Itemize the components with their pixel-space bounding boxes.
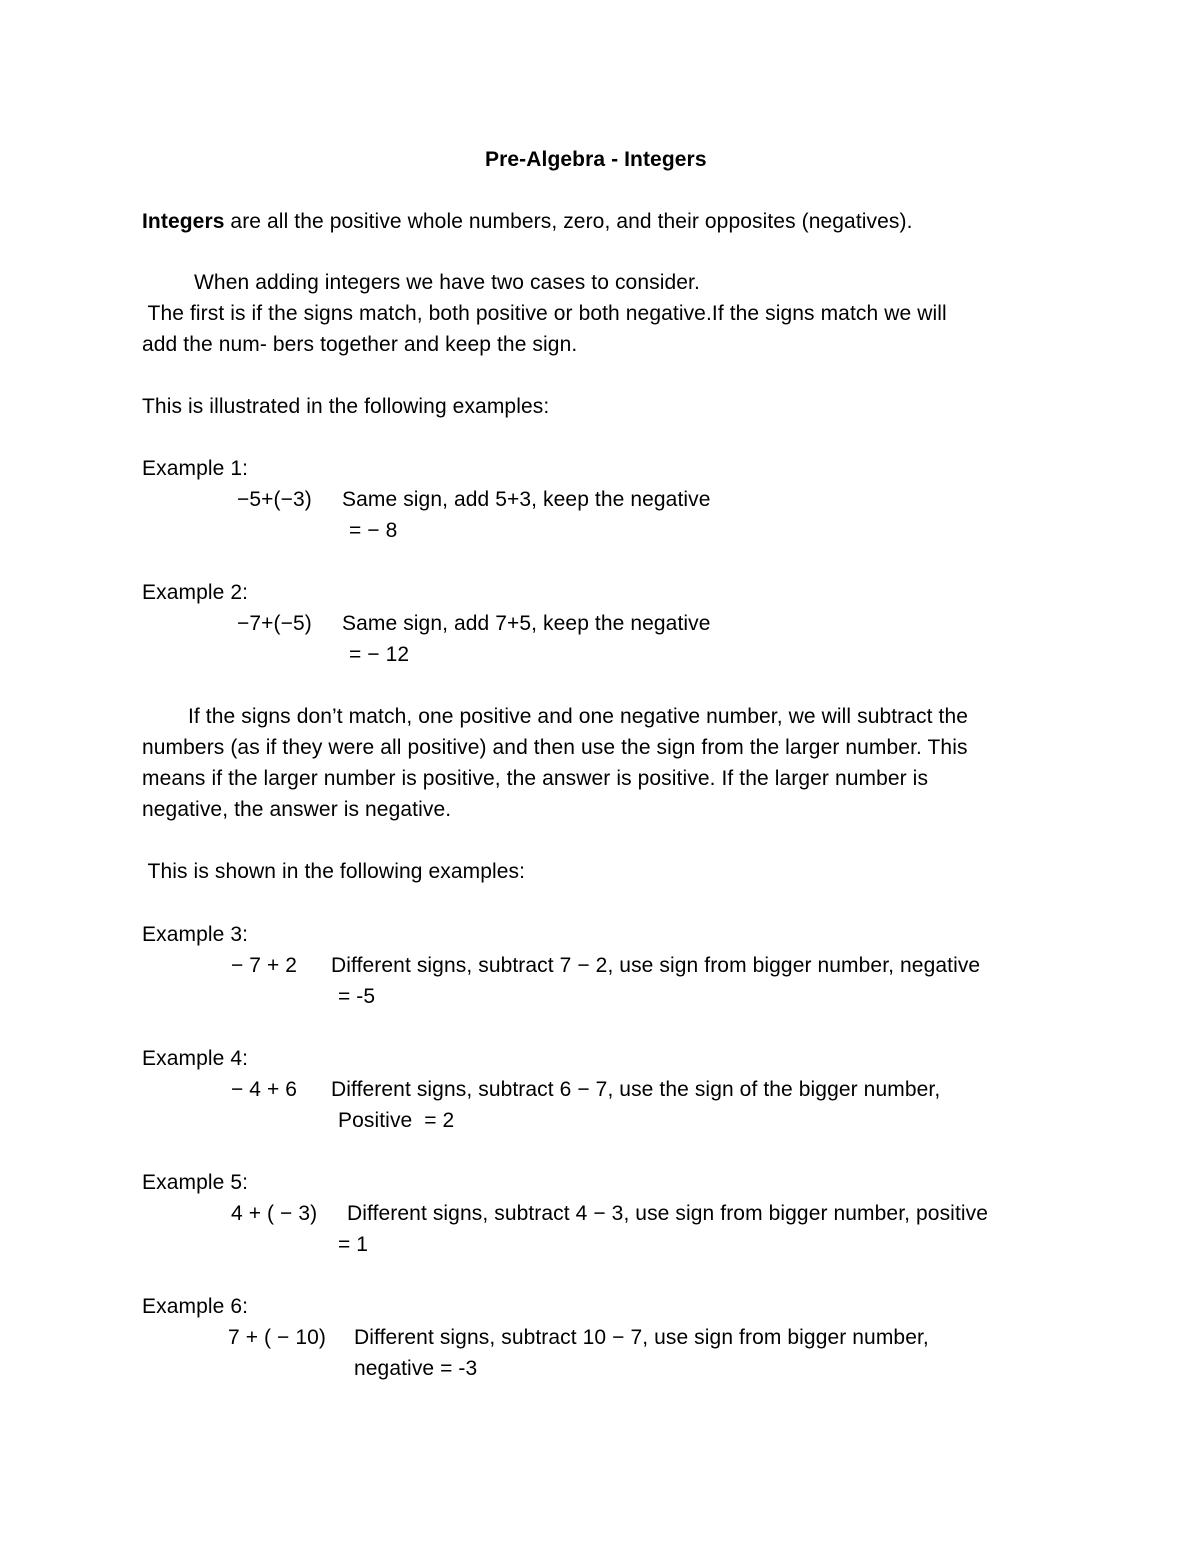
mismatch-line-3: means if the larger number is positive, the answer is positive. If the larger number is (142, 767, 929, 790)
example-5-expression: 4 + ( − 3) (231, 1202, 318, 1225)
example-4-label: Example 4: (142, 1047, 249, 1070)
adding-intro-line-3: add the num- bers together and keep the sign. (142, 333, 578, 356)
example-3-expression: − 7 + 2 (231, 954, 298, 977)
example-2-explanation: Same sign, add 7+5, keep the negative (342, 612, 711, 635)
example-3-result: = -5 (338, 985, 376, 1008)
example-5-label: Example 5: (142, 1171, 249, 1194)
example-2-label: Example 2: (142, 581, 249, 604)
example-4-explanation: Different signs, subtract 6 − 7, use the sign of the bigger number, (331, 1078, 941, 1101)
example-6-explanation: Different signs, subtract 10 − 7, use sign from bigger number, (354, 1326, 929, 1349)
example-5-explanation: Different signs, subtract 4 − 3, use sign from bigger number, positive (347, 1202, 989, 1225)
definition-text: are all the positive whole numbers, zero, and their opposites (negatives). (224, 210, 913, 233)
example-6-result: negative = -3 (354, 1357, 478, 1380)
example-6-label: Example 6: (142, 1295, 249, 1318)
mismatch-line-2: numbers (as if they were all positive) and then use the sign from the larger number. This (142, 736, 968, 759)
example-1-result: = − 8 (349, 519, 398, 542)
example-1-expression: −5+(−3) (237, 488, 312, 511)
example-5-result: = 1 (338, 1233, 369, 1256)
illustrated-intro: This is illustrated in the following examples: (142, 395, 550, 418)
integers-definition (142, 209, 913, 235)
mismatch-line-4: negative, the answer is negative. (142, 798, 452, 821)
example-4-result: Positive = 2 (338, 1109, 455, 1132)
example-2-expression: −7+(−5) (237, 612, 312, 635)
adding-intro-line-1: When adding integers we have two cases to consider. (194, 271, 700, 294)
example-1-label: Example 1: (142, 457, 249, 480)
example-1-explanation: Same sign, add 5+3, keep the negative (342, 488, 711, 511)
mismatch-line-1: If the signs don’t match, one positive and one negative number, we will subtract the (188, 705, 969, 728)
adding-intro-line-2: The first is if the signs match, both positive or both negative.If the signs match we will (142, 302, 947, 325)
example-3-explanation: Different signs, subtract 7 − 2, use sign from bigger number, negative (331, 954, 981, 977)
shown-intro: This is shown in the following examples: (142, 860, 526, 883)
definition-term: Integers (142, 210, 225, 233)
example-6-expression: 7 + ( − 10) (228, 1326, 326, 1349)
example-4-expression: − 4 + 6 (231, 1078, 298, 1101)
example-3-label: Example 3: (142, 923, 249, 946)
page-title: Pre-Algebra - Integers (485, 148, 707, 171)
example-2-result: = − 12 (349, 643, 410, 666)
